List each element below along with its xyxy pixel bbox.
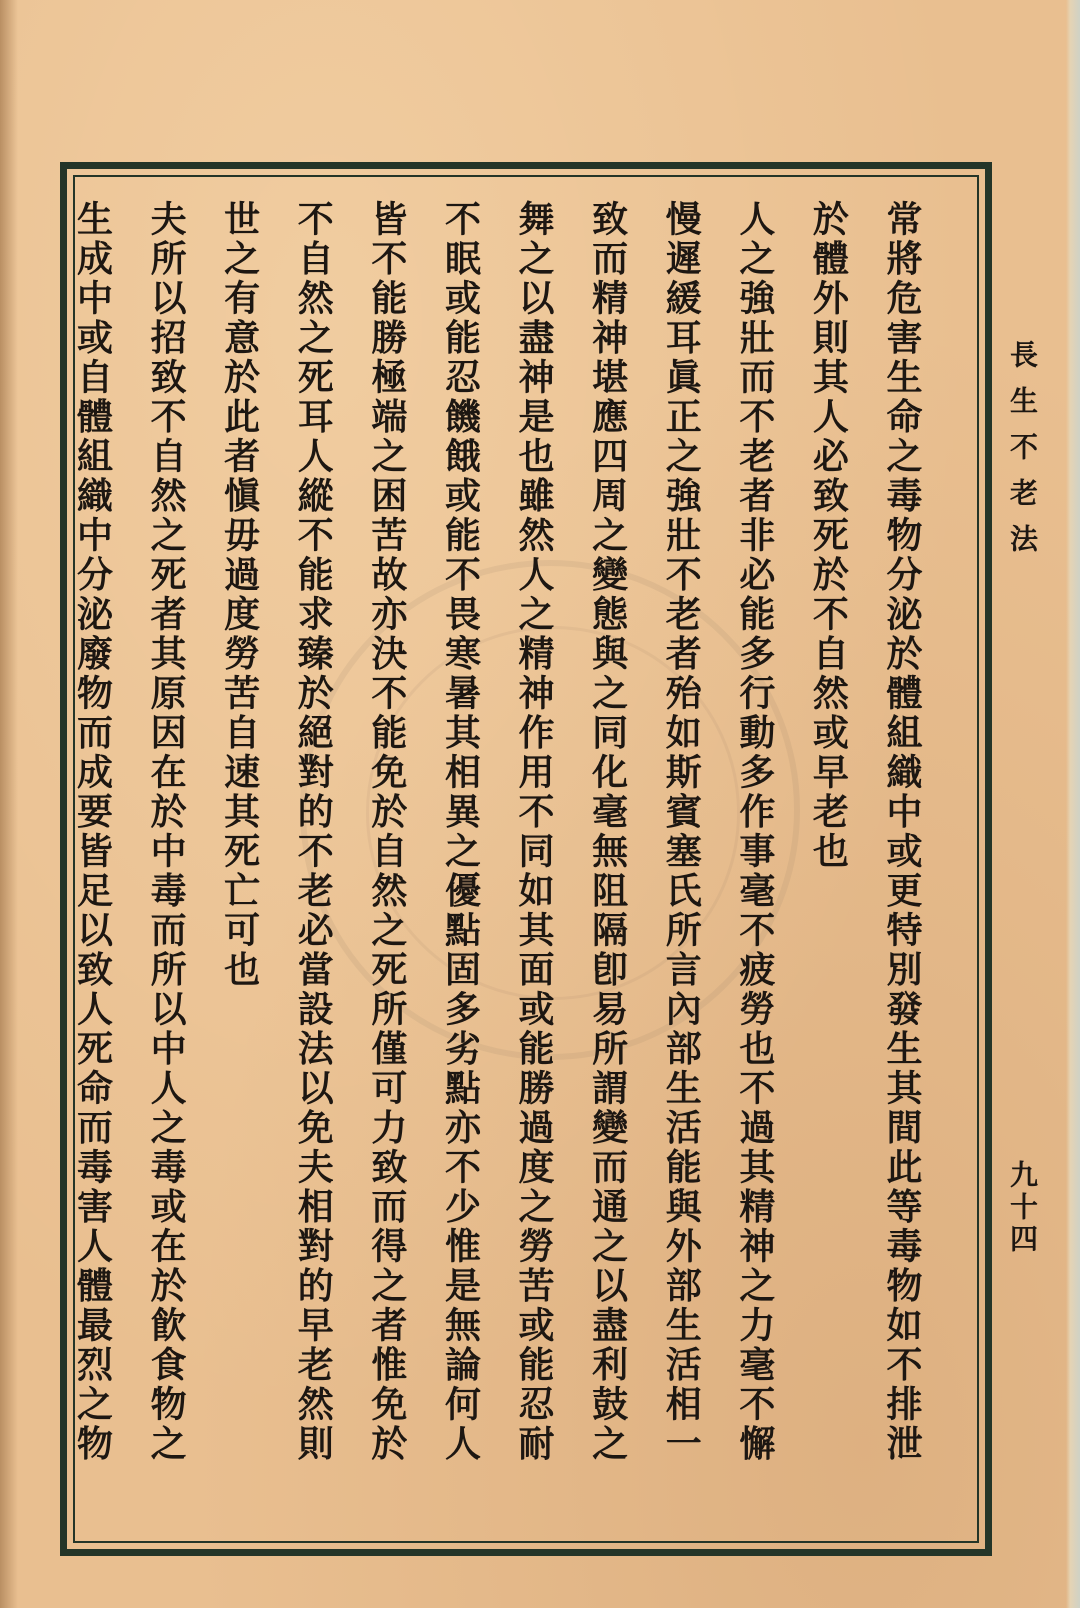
- body-text: [71, 200, 938, 1530]
- text-column: 不自然之死耳人縱不能求臻於絕對的不老必當設法以免夫相對的早老然則: [292, 200, 335, 1464]
- running-title: 長生不老法: [1006, 340, 1039, 570]
- binding-shadow: [0, 0, 18, 1608]
- page-number: 九十四: [1006, 1160, 1039, 1256]
- text-column: 人之強壯而不老者非必能多行動多作事毫不疲勞也不過其精神之力毫不懈: [733, 200, 776, 1464]
- page-edge: [1066, 0, 1080, 1608]
- text-column: 皆不能勝極端之困苦故亦決不能免於自然之死所僅可力致而得之者惟免於: [365, 200, 408, 1464]
- text-column: 生成中或自體組織中分泌廢物而成要皆足以致人死命而毒害人體最烈之物: [71, 200, 114, 1464]
- text-column: 致而精神堪應四周之變態與之同化毫無阻隔卽易所謂變而通之以盡利鼓之: [586, 200, 629, 1464]
- text-column: 慢遲緩耳眞正之強壯不老者殆如斯賓塞氏所言內部生活能與外部生活相一: [660, 200, 703, 1464]
- text-column: 舞之以盡神是也雖然人之精神作用不同如其面或能勝過度之勞苦或能忍耐: [513, 200, 556, 1464]
- text-column: 夫所以招致不自然之死者其原因在於中毒而所以中人之毒或在於飮食物之: [145, 200, 188, 1464]
- text-column: 常將危害生命之毒物分泌於體組織中或更特別發生其間此等毒物如不排泄: [881, 200, 923, 1464]
- text-column: 世之有意於此者愼毋過度勞苦自速其死亡可也: [218, 200, 261, 990]
- text-column: 於體外則其人必致死於不自然或早老也: [807, 200, 850, 872]
- text-column: 不眠或能忍饑餓或能不畏寒暑其相異之優點固多劣點亦不少惟是無論何人: [439, 200, 482, 1464]
